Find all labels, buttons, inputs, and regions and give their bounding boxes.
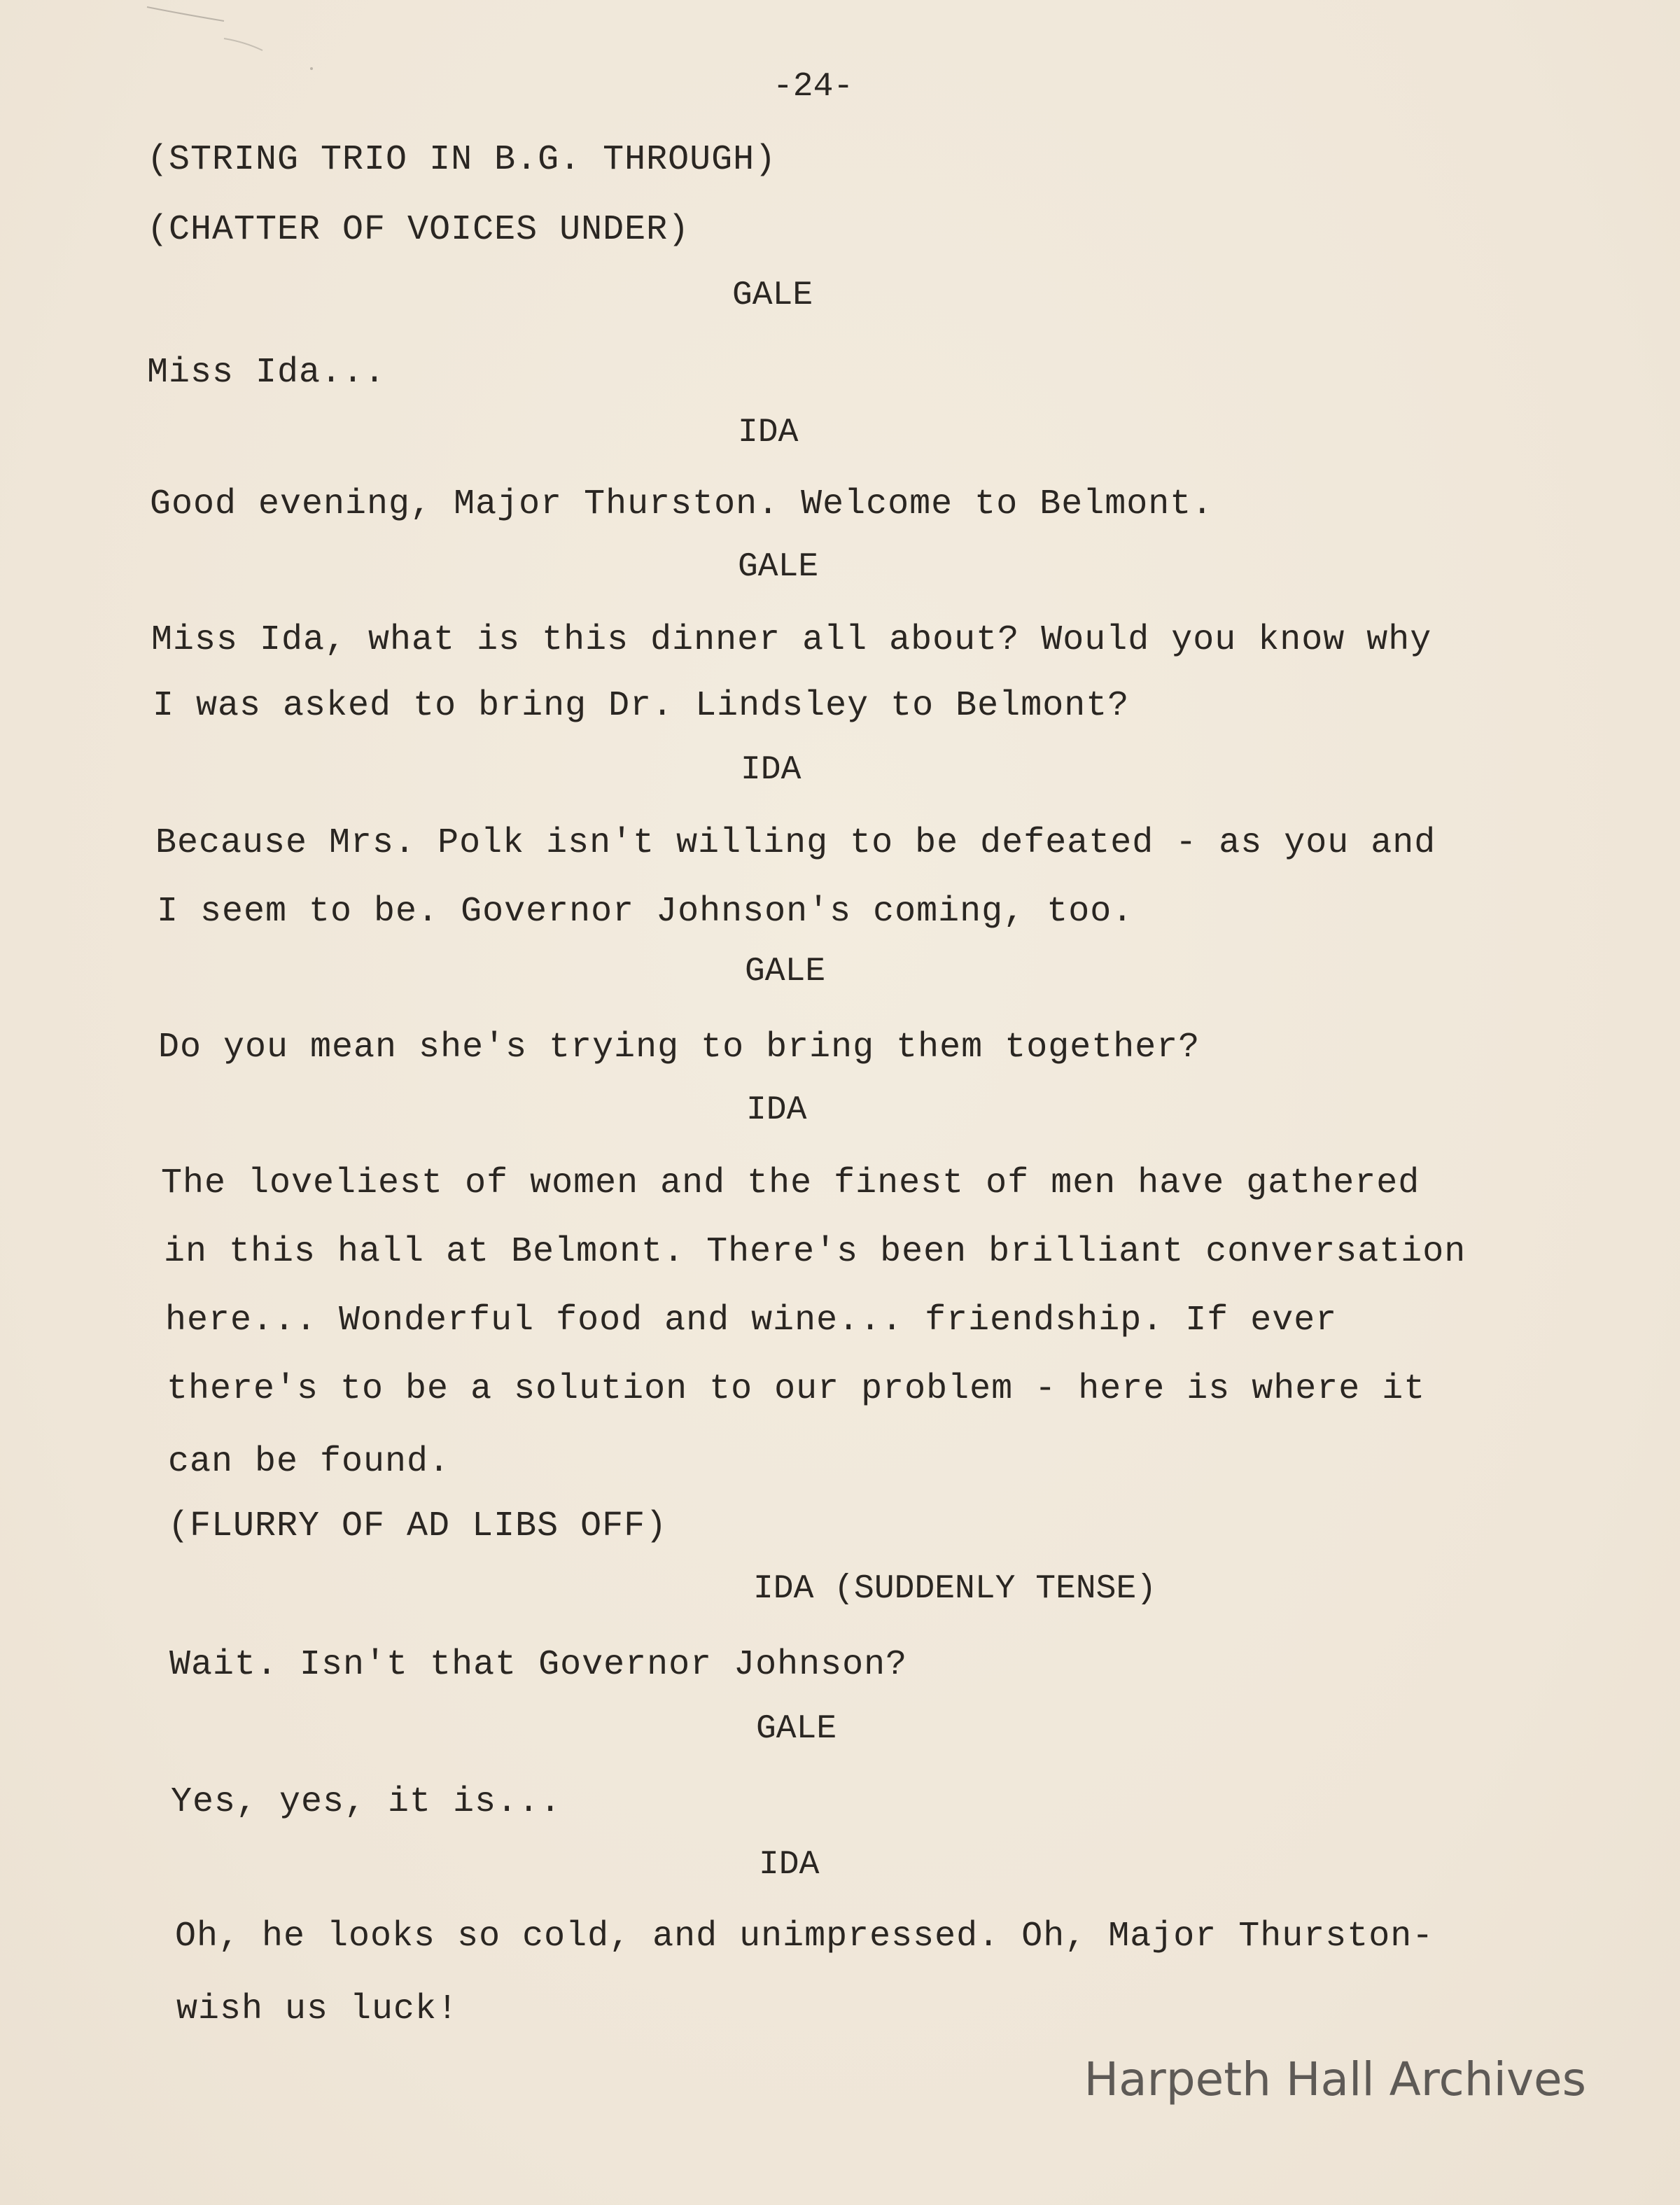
speaker-name: IDA — [759, 1846, 820, 1884]
dialogue-line: there's to be a solution to our problem - here is where it — [167, 1369, 1426, 1409]
dialogue-line: The loveliest of women and the finest of men have gathered — [161, 1163, 1420, 1203]
dialogue-line: here... Wonderful food and wine... friendship. If ever — [165, 1301, 1338, 1340]
dialogue-line: Wait. Isn't that Governor Johnson? — [169, 1645, 908, 1685]
archive-watermark: Harpeth Hall Archives — [1084, 2052, 1586, 2106]
stage-direction: (CHATTER OF VOICES UNDER) — [147, 210, 690, 250]
speaker-name: IDA — [746, 1091, 807, 1129]
page-number: -24- — [773, 68, 854, 106]
dialogue-line: Oh, he looks so cold, and unimpressed. Oh, Major Thurston- — [175, 1917, 1434, 1956]
dialogue-line: I was asked to bring Dr. Lindsley to Belmont? — [153, 686, 1130, 726]
speaker-name: IDA — [738, 414, 799, 451]
speaker-name: GALE — [756, 1710, 837, 1748]
dialogue-line: in this hall at Belmont. There's been brilliant conversation — [164, 1232, 1466, 1272]
speaker-name: IDA — [741, 751, 802, 789]
dialogue-line: can be found. — [168, 1442, 451, 1482]
dialogue-line: I seem to be. Governor Johnson's coming, too. — [157, 892, 1134, 932]
dialogue-line: wish us luck! — [176, 1989, 459, 2029]
stage-direction: (STRING TRIO IN B.G. THROUGH) — [147, 140, 777, 180]
dialogue-line: Miss Ida, what is this dinner all about? Would you know why — [151, 620, 1432, 660]
speaker-name: GALE — [745, 953, 826, 990]
speaker-name: IDA (SUDDENLY TENSE) — [753, 1570, 1157, 1608]
dialogue-line: Do you mean she's trying to bring them together? — [158, 1028, 1200, 1068]
speaker-name: GALE — [732, 276, 813, 314]
dialogue-line: Yes, yes, it is... — [171, 1782, 562, 1822]
stage-direction: (FLURRY OF AD LIBS OFF) — [168, 1506, 668, 1546]
dialogue-line: Good evening, Major Thurston. Welcome to Belmont. — [150, 484, 1214, 524]
speaker-name: GALE — [738, 548, 819, 586]
corner-smudge-marks — [140, 0, 322, 84]
dialogue-line: Miss Ida... — [147, 353, 386, 393]
dialogue-line: Because Mrs. Polk isn't willing to be defeated - as you and — [155, 823, 1436, 863]
